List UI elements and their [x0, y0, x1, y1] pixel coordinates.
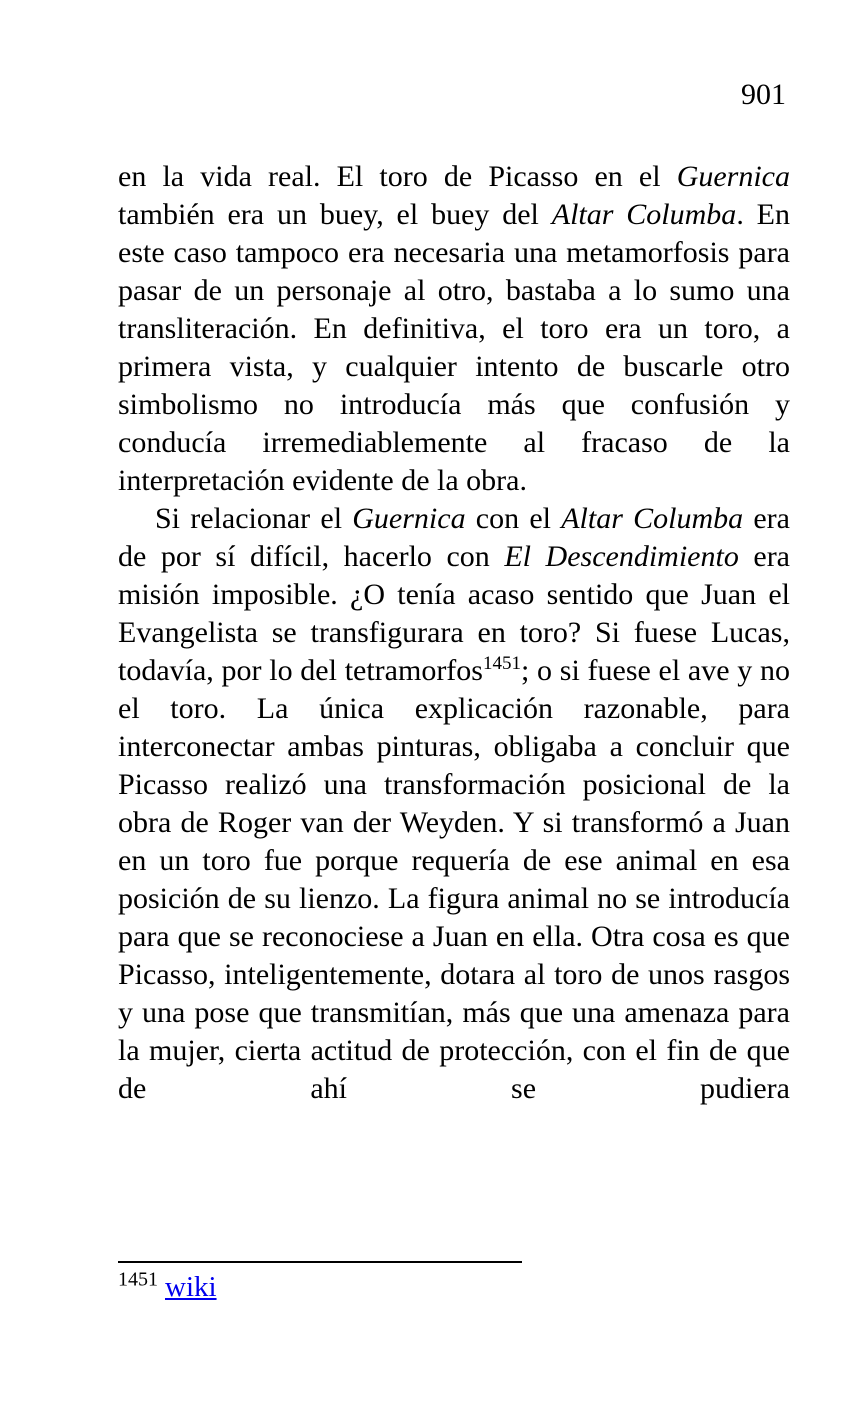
italic-title: Altar Columba: [561, 502, 744, 535]
footnote-area: [118, 1261, 790, 1303]
italic-title: Guernica: [352, 502, 466, 535]
text-run: era de por sí difícil, hacerlo con: [118, 502, 790, 573]
text-run: también era un buey, el buey del: [118, 198, 552, 231]
italic-title: Guernica: [676, 160, 790, 193]
italic-title: Altar Columba: [551, 198, 737, 231]
paragraph: [118, 158, 790, 500]
text-run: con el: [465, 502, 562, 535]
italic-title: El Descendimiento: [504, 540, 739, 573]
paragraph: [118, 500, 790, 1108]
footnote-marker: 1451: [118, 1268, 158, 1291]
wiki-link[interactable]: wiki: [165, 1271, 217, 1303]
text-body: [118, 158, 790, 1108]
text-run: Si relacionar el: [155, 502, 353, 535]
text-run: . En este caso tampoco era necesaria una metamorfosis para pasar de un personaje al otro, bastaba a lo sumo una transliteración. En definitiva, el toro era un toro, a primera vista, y cualquier intento de buscarle otro simbolismo no introducía más que confusión y conducía irremediablemente al fracaso de la interpretación evidente de la obra.: [118, 198, 790, 497]
page-number: 901: [741, 78, 786, 111]
footnote: [118, 1268, 790, 1303]
text-run: era misión imposible. ¿O tenía acaso sentido que Juan el Evangelista se transfigurara en toro? Si fuese Lucas, todavía, por lo del tetramorfos: [118, 540, 790, 687]
text-run: ; o si fuese el ave y no el toro. La única explicación razonable, para interconectar ambas pinturas, obligaba a concluir que Picasso realizó una transformación posicional de la obra de Roger van der Weyden. Y si transformó a Juan en un toro fue porque requería de ese animal en esa posición de su lienzo. La figura animal no se introducía para que se reconociese a Juan en ella. Otra cosa es que Picasso, inteligentemente, dotara al toro de unos rasgos y una pose que transmitían, más que una amenaza para la mujer, cierta actitud de protección, con el fin de que de ahí se pudiera: [118, 654, 791, 1105]
footnote-separator-rule: [118, 1261, 522, 1263]
text-run: en la vida real. El toro de Picasso en el: [118, 160, 677, 193]
footnote-reference: 1451: [482, 653, 521, 674]
